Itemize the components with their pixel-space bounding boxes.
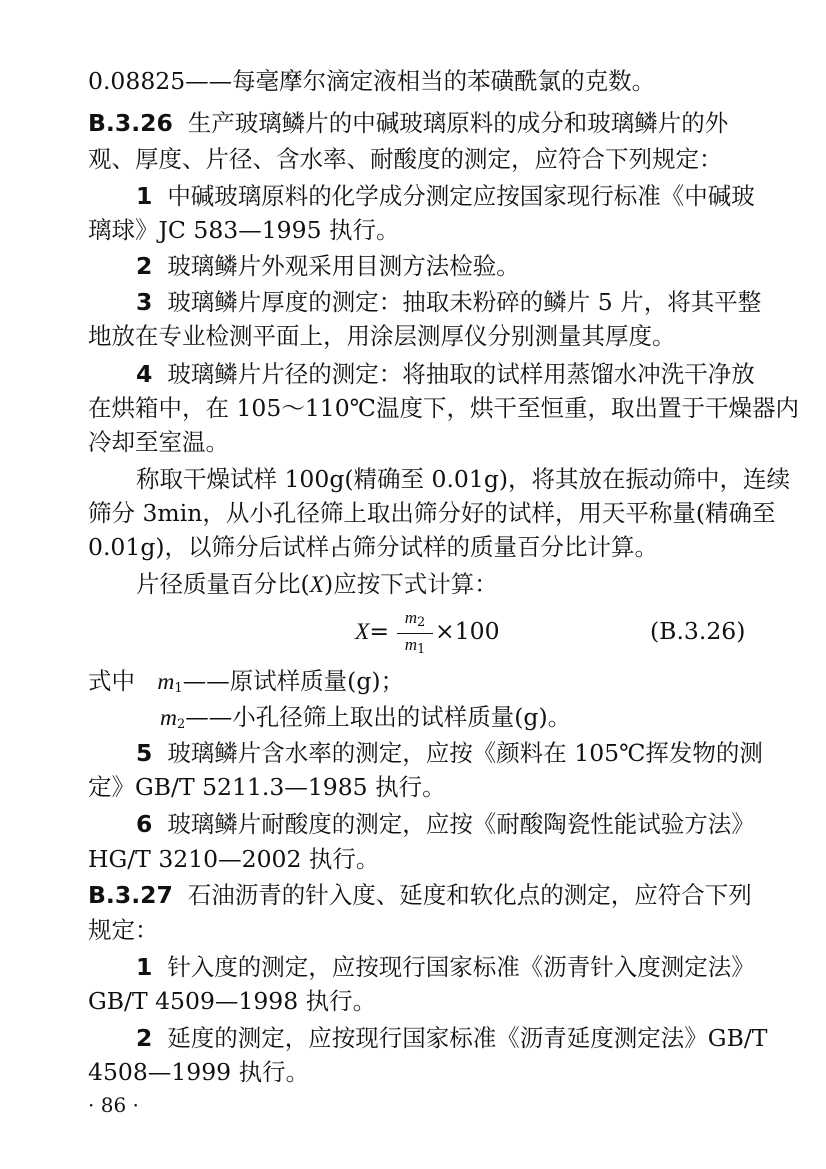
text: 在烘箱中，在 105～110℃温度下，烘干至恒重，取出置于干燥器内 [88,394,799,422]
clause-number: B.3.27 [88,881,173,909]
text: HG/T 3210—2002 执行。 [88,845,380,873]
subscript: 1 [174,681,183,696]
item-number: 3 [136,288,153,316]
text: 中碱玻璃原料的化学成分测定应按国家现行标准《中碱玻 [167,182,755,210]
clause-b-3-26-line-1 [88,108,826,138]
item-1-line-1 [136,181,826,211]
text: 称取干燥试样 100g(精确至 0.01g)，将其放在振动筛中，连续 [136,465,791,493]
item-2-line-1 [136,251,826,281]
text: 针入度的测定，应按现行国家标准《沥青针入度测定法》 [167,953,755,981]
where-m2 [160,702,826,740]
sub-item-2-line-1 [136,1023,826,1053]
variable-x: X [309,572,325,598]
text: 延度的测定，应按现行国家标准《沥青延度测定法》GB/T [167,1024,768,1052]
item-number: 6 [136,810,153,838]
text: 片径质量百分比( [136,570,310,598]
formula-lhs [355,617,389,646]
item-number: 2 [136,1024,153,1052]
text: 玻璃鳞片厚度的测定：抽取未粉碎的鳞片 5 片，将其平整 [167,288,762,316]
subscript: 1 [417,642,426,657]
text: 0.08825——每毫摩尔滴定液相当的苯磺酰氯的克数。 [88,67,656,95]
paragraph-weighing-line-3 [88,532,826,562]
item-number: 4 [136,360,153,388]
sub-item-1-line-2 [88,986,826,1016]
item-number: 2 [136,252,153,280]
clause-b-3-26-line-2 [88,144,826,174]
text: 0.01g)，以筛分后试样占筛分试样的质量百分比计算。 [88,533,659,561]
text: 地放在专业检测平面上，用涂层测厚仪分别测量其厚度。 [88,322,676,350]
line-constant-definition [88,66,826,96]
item-3-line-2 [88,321,826,351]
paragraph-formula-intro [136,569,826,600]
item-4-line-2 [88,393,826,423]
text: 生产玻璃鳞片的中碱玻璃原料的成分和玻璃鳞片的外 [187,109,729,137]
equals-sign: = [369,617,390,645]
item-1-line-2 [88,215,826,245]
text: 定》GB/T 5211.3—1985 执行。 [88,773,446,801]
text: 冷却至室温。 [88,428,229,456]
page-number: · 86 · [88,1093,139,1117]
paragraph-weighing-line-2 [88,498,826,528]
text: 玻璃鳞片片径的测定：将抽取的试样用蒸馏水冲洗干净放 [167,360,755,388]
text: 石油沥青的针入度、延度和软化点的测定，应符合下列 [187,881,752,909]
formula-rhs: ×100 [435,617,500,645]
variable-m: m [404,608,417,627]
item-3-line-1 [136,287,826,317]
item-6-line-2 [88,844,826,874]
text: )应按下式计算： [324,570,498,598]
item-4-line-3 [88,427,826,457]
item-number: 1 [136,953,153,981]
text: ——原试样质量(g)； [182,667,405,695]
clause-number: B.3.26 [88,109,173,137]
text: 规定： [88,916,159,944]
text: GB/T 4509—1998 执行。 [88,987,377,1015]
text: 4508—1999 执行。 [88,1058,310,1086]
variable-m: m [160,705,177,731]
where-label: 式中 [88,667,135,695]
clause-b-3-27-line-1 [88,880,826,910]
paragraph-weighing-line-1 [136,464,826,494]
text: 观、厚度、片径、含水率、耐酸度的测定，应符合下列规定： [88,145,723,173]
item-5-line-2 [88,772,826,802]
variable-x: X [355,619,370,645]
text: 筛分 3min，从小孔径筛上取出筛分好的试样，用天平称量(精确至 [88,499,776,527]
equation-number: (B.3.26) [650,617,746,645]
text: ——小孔径筛上取出的试样质量(g)。 [185,703,572,731]
variable-m: m [157,669,175,695]
subscript: 2 [176,717,186,732]
sub-item-1-line-1 [136,952,826,982]
sub-item-2-line-2 [88,1057,826,1087]
text: 玻璃鳞片外观采用目测方法检验。 [167,252,520,280]
text: 玻璃鳞片耐酸度的测定，应按《耐酸陶瓷性能试验方法》 [167,810,755,838]
item-5-line-1 [136,738,826,768]
where-m1 [88,666,826,704]
item-number: 1 [136,182,153,210]
text: 玻璃鳞片含水率的测定，应按《颜料在 105℃挥发物的测 [167,739,763,767]
item-number: 5 [136,739,153,767]
item-4-line-1 [136,359,826,389]
item-6-line-1 [136,809,826,839]
fraction [397,608,433,661]
clause-b-3-27-line-2 [88,915,826,945]
fraction-numerator [397,608,433,634]
subscript: 2 [417,615,426,630]
variable-m: m [404,635,417,654]
text: 璃球》JC 583—1995 执行。 [88,216,400,244]
fraction-denominator [397,634,433,661]
